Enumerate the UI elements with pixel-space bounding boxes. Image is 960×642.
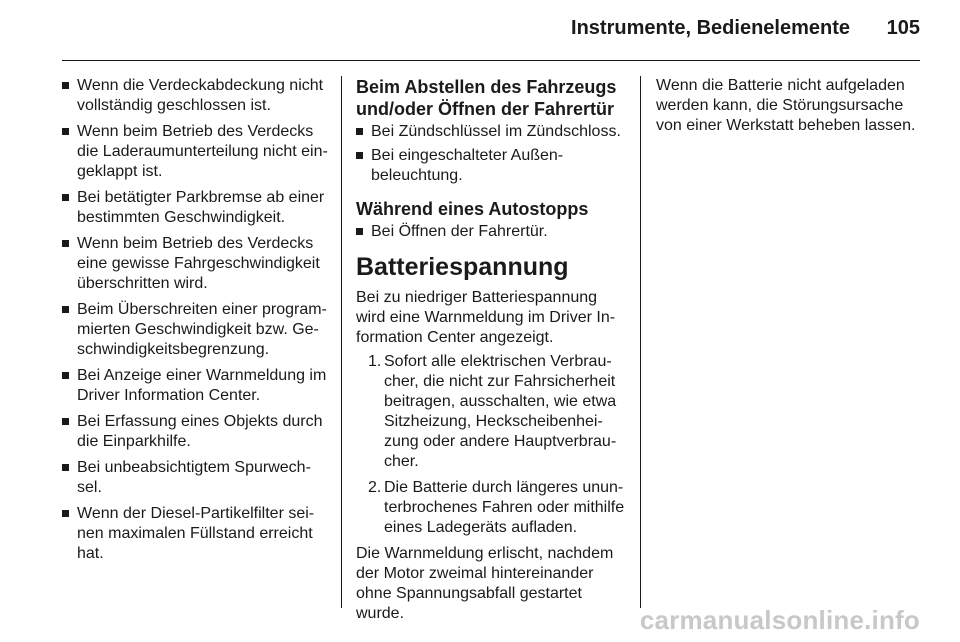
list-item: Bei Zündschlüssel im Zündschloss. — [356, 122, 626, 142]
section-title-battery: Batteriespannung — [356, 253, 569, 281]
section-heading-parking: Beim Abstellen des Fahrzeugs und/oder Öffnen der Fahrertür — [356, 77, 617, 119]
bullet-icon — [62, 240, 69, 247]
bullet-icon — [62, 194, 69, 201]
list-item: Wenn beim Betrieb des Verdecks eine gewisse Fahrgeschwindigkeit überschritten wird. — [62, 234, 328, 294]
column-divider-2 — [640, 76, 641, 608]
list-item: Bei eingeschalteter Außen-beleuchtung. — [356, 146, 626, 186]
list-item: Bei Öffnen der Fahrertür. — [356, 222, 626, 242]
bullet-icon — [62, 372, 69, 379]
header-divider — [62, 60, 920, 61]
battery-intro-text: Bei zu niedriger Batteriespannung wird eine Warnmeldung im Driver In-formation Center angezeigt. — [356, 289, 616, 346]
column-divider-1 — [341, 76, 342, 608]
battery-workshop-text: Wenn die Batterie nicht aufgeladen werden kann, die Störungsursache von einer Werkstatt beheben lassen. — [656, 77, 916, 134]
bullet-icon — [62, 128, 69, 135]
autostop-conditions-list — [356, 222, 626, 242]
list-item: Bei betätigter Parkbremse ab einer bestimmten Geschwindigkeit. — [62, 188, 328, 228]
bullet-icon — [62, 510, 69, 517]
list-item: Wenn die Verdeckabdeckung nicht vollständig geschlossen ist. — [62, 76, 328, 116]
page-title: Instrumente, Bedienelemente — [571, 17, 850, 39]
list-item: Bei Anzeige einer Warnmeldung im Driver Information Center. — [62, 366, 328, 406]
section-heading-autostop: Während eines Autostopps — [356, 199, 589, 219]
watermark: carmanualsonline.info — [639, 605, 920, 635]
parking-conditions-list — [356, 122, 626, 186]
page-number: 105 — [886, 17, 920, 39]
bullet-icon — [62, 418, 69, 425]
list-item: Bei Erfassung eines Objekts durch die Einparkhilfe. — [62, 412, 328, 452]
list-item: 2. Die Batterie durch längeres unun-terbrochenes Fahren oder mithilfe eines Ladegeräts aufladen. — [368, 479, 625, 536]
battery-outro-text: Die Warnmeldung erlischt, nachdem der Motor zweimal hintereinander ohne Spannungsabfall gestartet wurde. — [356, 545, 614, 622]
list-item: Beim Überschreiten einer program-mierten Geschwindigkeit bzw. Ge-schwindigkeitsbegrenzung. — [62, 300, 328, 360]
bullet-icon — [62, 464, 69, 471]
battery-steps-list — [356, 352, 626, 538]
column-2 — [356, 76, 626, 628]
page-header — [0, 0, 960, 62]
bullet-icon — [62, 306, 69, 313]
list-item: Wenn beim Betrieb des Verdecks die Laderaumunterteilung nicht ein-geklappt ist. — [62, 122, 328, 182]
bullet-icon — [356, 228, 363, 235]
column-3 — [656, 76, 926, 140]
list-item: Bei unbeabsichtigtem Spurwech-sel. — [62, 458, 328, 498]
column-1 — [62, 76, 328, 570]
bullet-icon — [356, 152, 363, 159]
bullet-icon — [62, 82, 69, 89]
bullet-icon — [356, 128, 363, 135]
warning-conditions-list — [62, 76, 328, 564]
list-item: Wenn der Diesel-Partikelfilter sei-nen maximalen Füllstand erreicht hat. — [62, 504, 328, 564]
list-item: 1. Sofort alle elektrischen Verbrau-cher, die nicht zur Fahrsicherheit beitragen, ausschalten, wie etwa Sitzheizung, Heckscheibenhei-zung oder andere Hauptverbrau-cher. — [368, 353, 617, 470]
